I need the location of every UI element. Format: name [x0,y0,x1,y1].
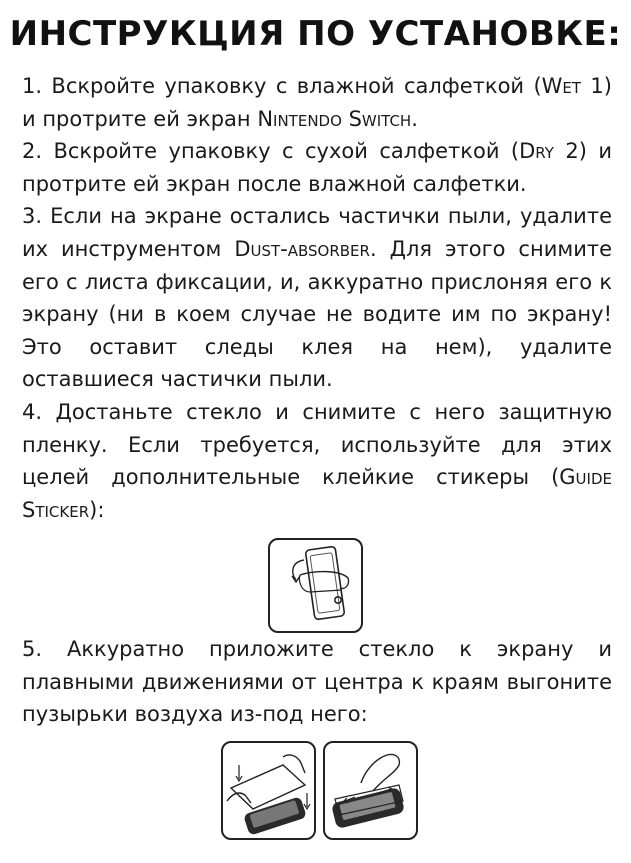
page-title: ИНСТРУКЦИЯ ПО УСТАНОВКЕ: [9,14,622,54]
instructions-body [22,70,612,526]
step-4: 4. Достаньте стекло и снимите с него защитную пленку. Если требуется, используйте для этих целей дополнительные клейкие стикеры (Guide Sticker): [22,399,612,522]
peel-film-illustration [268,538,363,633]
step-1: 1. Вскройте упаковку с влажной салфеткой (Wet 1) и протрите ей экран Nintendo Switch. [22,74,612,131]
step-2: 2. Вскройте упаковку с сухой салфеткой (Dry 2) и протрите ей экран после влажной салфетки. [22,139,612,196]
step-3: 3. Если на экране остались частички пыли, удалите их инструментом Dust-absorber. Для этого снимите его с листа фиксации, и, аккуратно прислоняя его к экрану (ни в коем случае не водите им по экрану! Это оставит следы клея на нем), удалите оставшиеся частички пыли. [22,204,612,392]
step-5: 5. Аккуратно приложите стекло к экрану и плавными движениями от центра к краям выгоните пузырьки воздуха из-под него: [22,637,612,727]
smooth-bubbles-illustration [323,741,418,840]
apply-glass-illustration [221,741,316,840]
step-5-block [22,633,612,731]
